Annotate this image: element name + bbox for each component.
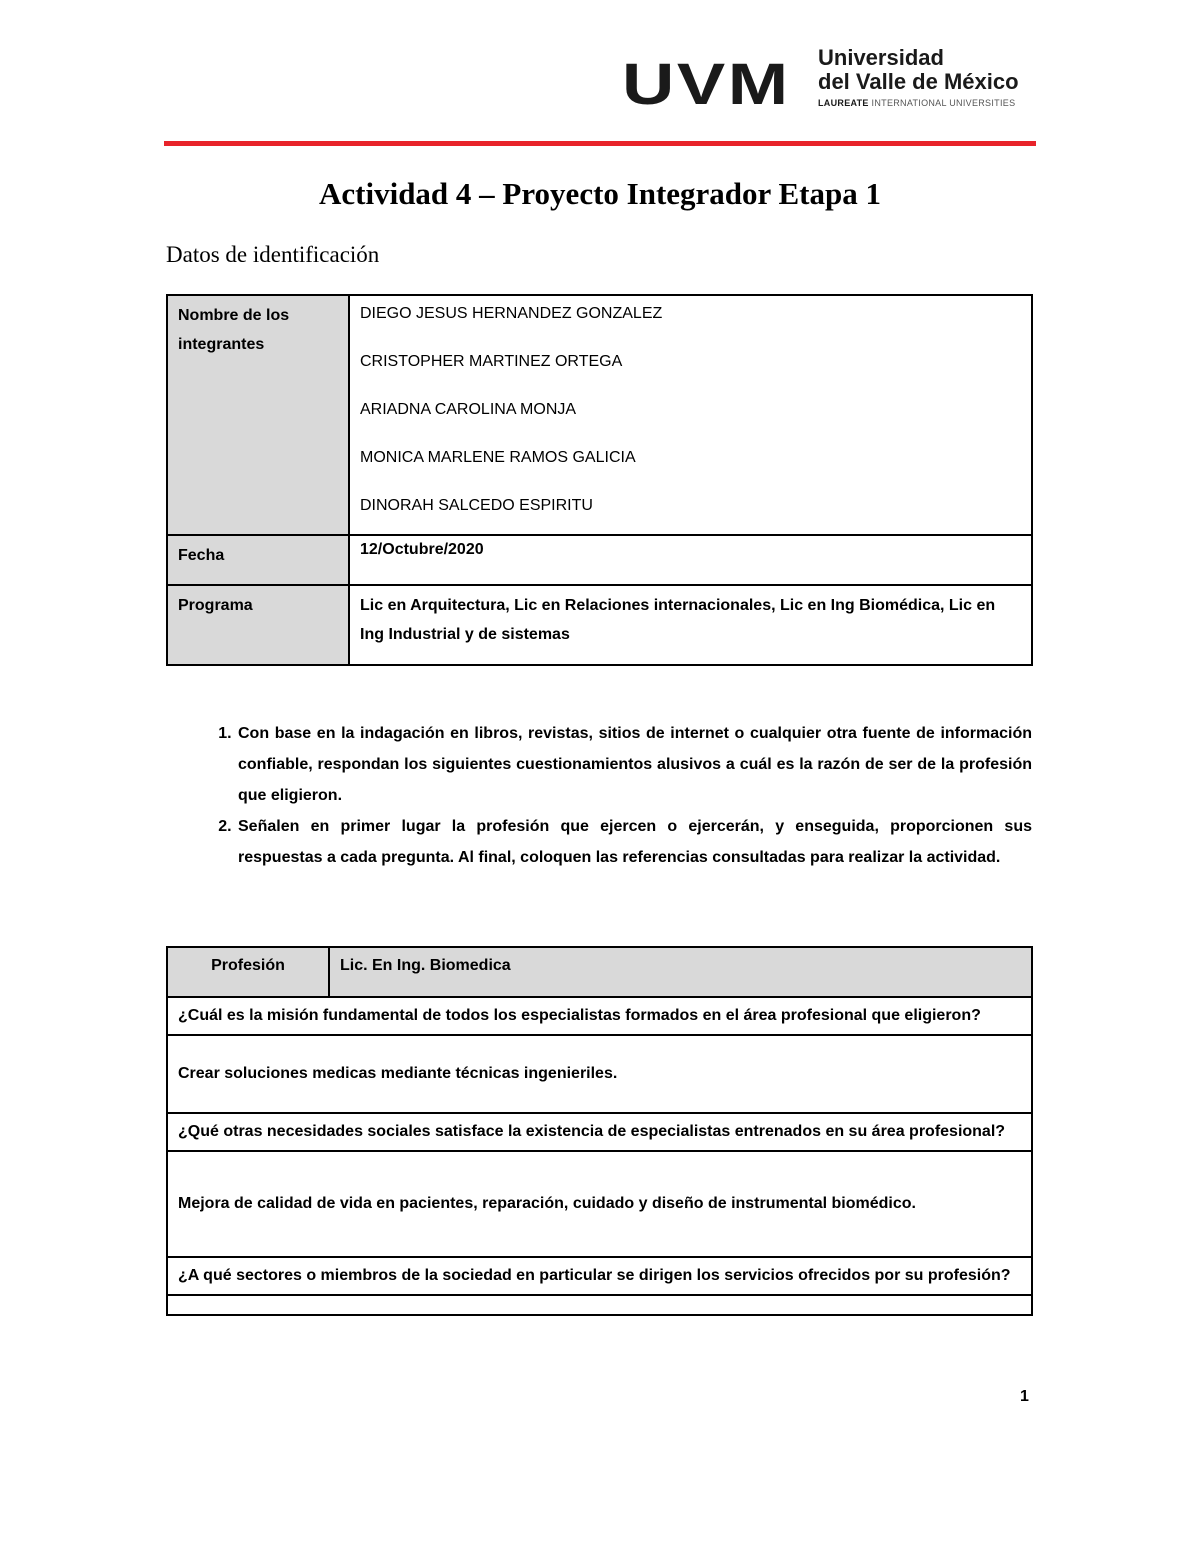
question-3: ¿A qué sectores o miembros de la sociedad en particular se dirigen los servicios ofrecidos por su profesión? — [167, 1257, 1032, 1295]
date-value: 12/Octubre/2020 — [349, 535, 1032, 585]
header-red-rule — [164, 141, 1036, 146]
logo-mark: UVM — [622, 52, 791, 117]
date-label: Fecha — [167, 535, 349, 585]
question-3-row — [167, 1257, 1032, 1295]
question-1: ¿Cuál es la misión fundamental de todos los especialistas formados en el área profesional que eligieron? — [167, 997, 1032, 1035]
profession-label: Profesión — [167, 947, 329, 997]
member-1: DIEGO JESUS HERNANDEZ GONZALEZ — [360, 305, 663, 322]
members-row — [167, 295, 1032, 535]
university-line-1: Universidad — [818, 45, 944, 70]
member-4: MONICA MARLENE RAMOS GALICIA — [360, 449, 636, 466]
laureate-rest: INTERNATIONAL UNIVERSITIES — [871, 98, 1016, 108]
question-2: ¿Qué otras necesidades sociales satisface la existencia de especialistas entrenados en su área profesional? — [167, 1113, 1032, 1151]
program-value: Lic en Arquitectura, Lic en Relaciones internacionales, Lic en Ing Biomédica, Lic en Ing Industrial y de sistemas — [349, 585, 1032, 665]
member-5: DINORAH SALCEDO ESPIRITU — [360, 497, 593, 514]
member-2: CRISTOPHER MARTINEZ ORTEGA — [360, 353, 623, 370]
answer-3 — [167, 1295, 1032, 1315]
answer-1: Crear soluciones medicas mediante técnicas ingenieriles. — [167, 1035, 1032, 1113]
profession-table — [166, 946, 1033, 1316]
question-1-row — [167, 997, 1032, 1035]
instruction-1: 1. Con base en la indagación en libros, revistas, sitios de internet o cualquier otra fuente de información confiable, respondan los siguientes cuestionamientos alusivos a cuál es la razón de ser de la profesión que eligieron. — [236, 718, 1032, 811]
answer-2: Mejora de calidad de vida en pacientes, reparación, cuidado y diseño de instrumental biomédico. — [167, 1151, 1032, 1257]
answer-2-row — [167, 1151, 1032, 1257]
date-row — [167, 535, 1032, 585]
program-row — [167, 585, 1032, 665]
members-label: Nombre de los integrantes — [167, 295, 349, 535]
university-line-2: del Valle de México — [818, 69, 1019, 94]
program-label: Programa — [167, 585, 349, 665]
profession-value: Lic. En Ing. Biomedica — [329, 947, 1032, 997]
university-name — [818, 46, 1048, 108]
identification-table — [166, 294, 1033, 666]
section-subtitle: Datos de identificación — [166, 242, 380, 267]
profession-row — [167, 947, 1032, 997]
laureate-bold: LAUREATE — [818, 98, 869, 108]
member-3: ARIADNA CAROLINA MONJA — [360, 401, 577, 418]
page-number: 1 — [1020, 1388, 1029, 1405]
document-title: Actividad 4 – Proyecto Integrador Etapa 1 — [319, 176, 881, 211]
instructions-list — [166, 718, 1032, 873]
laureate-tagline — [818, 98, 1048, 108]
question-2-row — [167, 1113, 1032, 1151]
answer-1-row — [167, 1035, 1032, 1113]
members-cell — [349, 295, 1032, 535]
answer-3-row — [167, 1295, 1032, 1315]
instruction-2: 2. Señalen en primer lugar la profesión que ejercen o ejercerán, y enseguida, proporcionen sus respuestas a cada pregunta. Al final, coloquen las referencias consultadas para realizar la actividad. — [236, 811, 1032, 873]
